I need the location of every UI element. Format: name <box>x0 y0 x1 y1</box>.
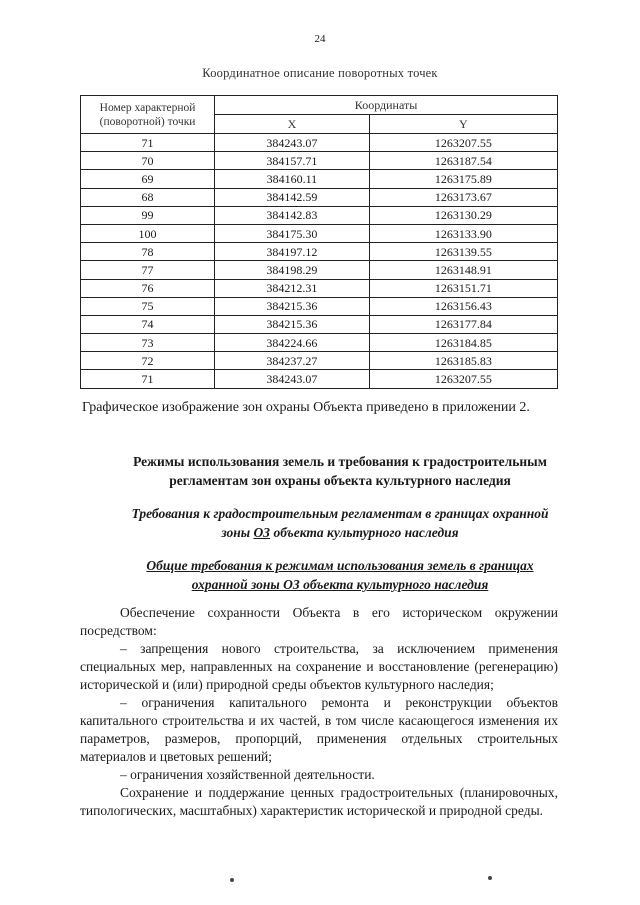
point-number-cell: 74 <box>81 315 215 333</box>
paragraph: Сохранение и поддержание ценных градостроительных (планировочных, типологических, масштабных) характеристик исторической и природной среды. <box>80 785 558 818</box>
y-cell: 1263173.67 <box>369 188 557 206</box>
y-cell: 1263184.85 <box>369 334 557 352</box>
paragraph: Обеспечение сохранности Объекта в его историческом окружении посредством: <box>80 605 558 638</box>
zone-code: ОЗ <box>253 525 271 540</box>
table-row <box>81 261 558 279</box>
table-row <box>81 206 558 224</box>
paragraph: – ограничения хозяйственной деятельности. <box>120 767 375 782</box>
point-number-cell: 68 <box>81 188 215 206</box>
point-number-cell: 70 <box>81 152 215 170</box>
x-cell: 384243.07 <box>215 134 370 152</box>
x-cell: 384215.36 <box>215 297 370 315</box>
point-number-cell: 72 <box>81 352 215 370</box>
table-row <box>81 188 558 206</box>
table-row <box>81 134 558 152</box>
heading-line <box>100 523 580 542</box>
y-cell: 1263177.84 <box>369 315 557 333</box>
heading-line: Общие требования к режимам использования земель в границах <box>146 558 534 573</box>
x-cell: 384197.12 <box>215 243 370 261</box>
graphic-note: Графическое изображение зон охраны Объекта приведено в приложении 2. <box>82 400 530 415</box>
scan-artifact <box>488 876 492 880</box>
y-cell: 1263151.71 <box>369 279 557 297</box>
section-heading-general <box>100 556 580 594</box>
x-cell: 384175.30 <box>215 224 370 242</box>
x-cell: 384215.36 <box>215 315 370 333</box>
section-heading-regimes <box>100 452 580 490</box>
point-number-cell: 73 <box>81 334 215 352</box>
point-number-cell: 99 <box>81 206 215 224</box>
point-number-cell: 69 <box>81 170 215 188</box>
x-cell: 384160.11 <box>215 170 370 188</box>
header-y: Y <box>369 115 557 134</box>
header-coordinates: Координаты <box>215 96 558 115</box>
x-cell: 384142.59 <box>215 188 370 206</box>
point-number-cell: 78 <box>81 243 215 261</box>
table-caption: Координатное описание поворотных точек <box>202 66 438 80</box>
y-cell: 1263207.55 <box>369 370 557 388</box>
scan-artifact <box>230 878 234 882</box>
point-number-cell: 71 <box>81 134 215 152</box>
y-cell: 1263175.89 <box>369 170 557 188</box>
y-cell: 1263130.29 <box>369 206 557 224</box>
page-number: 24 <box>314 33 326 45</box>
table-row <box>81 370 558 388</box>
table-row <box>81 297 558 315</box>
heading-line: охранной зоны ОЗ объекта культурного наследия <box>191 577 489 592</box>
y-cell: 1263187.54 <box>369 152 557 170</box>
section-heading-requirements <box>100 504 580 542</box>
point-number-cell: 77 <box>81 261 215 279</box>
x-cell: 384237.27 <box>215 352 370 370</box>
y-cell: 1263156.43 <box>369 297 557 315</box>
header-x: X <box>215 115 370 134</box>
point-number-cell: 76 <box>81 279 215 297</box>
table-row <box>81 315 558 333</box>
coordinates-table <box>80 95 558 389</box>
table-row <box>81 243 558 261</box>
x-cell: 384243.07 <box>215 370 370 388</box>
table-row <box>81 224 558 242</box>
point-number-cell: 100 <box>81 224 215 242</box>
table-row <box>81 334 558 352</box>
x-cell: 384212.31 <box>215 279 370 297</box>
y-cell: 1263185.83 <box>369 352 557 370</box>
table-row <box>81 352 558 370</box>
table-row <box>81 152 558 170</box>
coordinates-table-body <box>81 134 558 389</box>
heading-text: объекта культурного наследия <box>270 525 459 540</box>
heading-line: Требования к градостроительным регламентам в границах охранной <box>131 506 549 521</box>
y-cell: 1263207.55 <box>369 134 557 152</box>
paragraph: – ограничения капитального ремонта и реконструкции объектов капитального строительства и их частей, в том числе касающегося изменения их параметров, размеров, пропорций, применения отдельных строительных материалов и цветовых решений; <box>80 695 558 764</box>
header-point-number: Номер характерной (поворотной) точки <box>81 96 215 134</box>
point-number-cell: 75 <box>81 297 215 315</box>
x-cell: 384198.29 <box>215 261 370 279</box>
y-cell: 1263139.55 <box>369 243 557 261</box>
paragraph: – запрещения нового строительства, за исключением применения специальных мер, направленных на сохранение и восстановление (регенерацию) исторической и (или) природной среды объектов культурного наследия; <box>80 641 558 692</box>
point-number-cell: 71 <box>81 370 215 388</box>
x-cell: 384224.66 <box>215 334 370 352</box>
heading-line: Режимы использования земель и требования к градостроительным <box>133 454 547 469</box>
heading-text: зоны <box>221 525 254 540</box>
body-text <box>80 604 558 820</box>
heading-line: регламентам зон охраны объекта культурного наследия <box>169 473 511 488</box>
y-cell: 1263133.90 <box>369 224 557 242</box>
x-cell: 384157.71 <box>215 152 370 170</box>
table-row <box>81 279 558 297</box>
x-cell: 384142.83 <box>215 206 370 224</box>
y-cell: 1263148.91 <box>369 261 557 279</box>
table-row <box>81 170 558 188</box>
